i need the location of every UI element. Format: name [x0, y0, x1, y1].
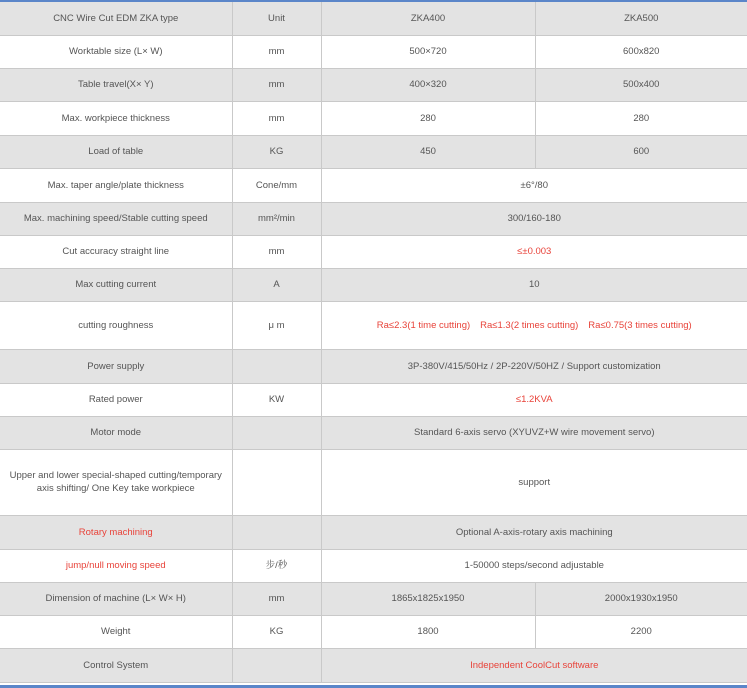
header-model-a: ZKA400: [321, 2, 535, 35]
roughness-3: Ra≤0.75(3 times cutting): [588, 319, 692, 331]
row-value-b: 500x400: [535, 68, 747, 101]
row-label: Max. machining speed/Stable cutting speed: [0, 202, 232, 235]
row-label: Max. taper angle/plate thickness: [0, 168, 232, 202]
row-value: Standard 6-axis servo (XYUVZ+W wire movement servo): [321, 416, 747, 449]
row-unit: mm: [232, 35, 321, 68]
row-value-a: 1800: [321, 615, 535, 648]
row-value: ≤1.2KVA: [321, 383, 747, 416]
row-label: Worktable size (L× W): [0, 35, 232, 68]
row-value: Optional A-axis-rotary axis machining: [321, 515, 747, 549]
row-label: jump/null moving speed: [0, 549, 232, 582]
header-type: CNC Wire Cut EDM ZKA type: [0, 2, 232, 35]
row-value-a: 280: [321, 101, 535, 135]
row-value: support: [321, 449, 747, 515]
row-label: Rated power: [0, 383, 232, 416]
row-unit: μ m: [232, 301, 321, 349]
table-row: [0, 235, 747, 268]
row-value: [321, 301, 747, 349]
row-value-a: 500×720: [321, 35, 535, 68]
table-row: [0, 416, 747, 449]
header-model-b: ZKA500: [535, 2, 747, 35]
table-row: [0, 449, 747, 515]
table-row: [0, 101, 747, 135]
row-value-b: 2000x1930x1950: [535, 582, 747, 615]
table-row: [0, 582, 747, 615]
row-value-a: 1865x1825x1950: [321, 582, 535, 615]
row-unit: 步/秒: [232, 549, 321, 582]
row-unit: mm: [232, 101, 321, 135]
table-row: [0, 515, 747, 549]
row-value-b: 2200: [535, 615, 747, 648]
row-unit: KW: [232, 383, 321, 416]
table-row: [0, 383, 747, 416]
row-value-b: 280: [535, 101, 747, 135]
row-unit: Cone/mm: [232, 168, 321, 202]
row-label: Cut accuracy straight line: [0, 235, 232, 268]
table-row: [0, 202, 747, 235]
row-label: Load of table: [0, 135, 232, 168]
row-label: Max cutting current: [0, 268, 232, 301]
table-row: [0, 135, 747, 168]
row-label: Power supply: [0, 349, 232, 383]
row-value: ±6°/80: [321, 168, 747, 202]
row-value: 3P-380V/415/50Hz / 2P-220V/50HZ / Support customization: [321, 349, 747, 383]
row-label: cutting roughness: [0, 301, 232, 349]
row-unit: A: [232, 268, 321, 301]
row-label: Motor mode: [0, 416, 232, 449]
table-row: [0, 615, 747, 648]
roughness-2: Ra≤1.3(2 times cutting): [480, 319, 579, 331]
row-value: 10: [321, 268, 747, 301]
row-value-b: 600: [535, 135, 747, 168]
spec-table: [0, 2, 747, 683]
row-value: Independent CoolCut software: [321, 648, 747, 682]
row-unit: [232, 515, 321, 549]
header-row: [0, 2, 747, 35]
row-label: Table travel(X× Y): [0, 68, 232, 101]
row-value: 300/160-180: [321, 202, 747, 235]
row-value-a: 450: [321, 135, 535, 168]
table-row: [0, 268, 747, 301]
row-label: Rotary machining: [0, 515, 232, 549]
row-label: Upper and lower special-shaped cutting/temporary axis shifting/ One Key take workpiece: [0, 449, 232, 515]
header-unit: Unit: [232, 2, 321, 35]
row-unit: KG: [232, 615, 321, 648]
row-unit: mm: [232, 235, 321, 268]
table-row: [0, 301, 747, 349]
row-label: Dimension of machine (L× W× H): [0, 582, 232, 615]
table-row: [0, 549, 747, 582]
row-unit: mm: [232, 68, 321, 101]
row-unit: mm²/min: [232, 202, 321, 235]
row-unit: mm: [232, 582, 321, 615]
row-value-b: 600x820: [535, 35, 747, 68]
row-value-a: 400×320: [321, 68, 535, 101]
row-label: Weight: [0, 615, 232, 648]
row-label: Max. workpiece thickness: [0, 101, 232, 135]
table-row: [0, 648, 747, 682]
table-row: [0, 68, 747, 101]
row-label: Control System: [0, 648, 232, 682]
row-unit: [232, 648, 321, 682]
row-unit: KG: [232, 135, 321, 168]
table-row: [0, 35, 747, 68]
roughness-1: Ra≤2.3(1 time cutting): [376, 319, 471, 331]
row-value: 1-50000 steps/second adjustable: [321, 549, 747, 582]
table-row: [0, 349, 747, 383]
table-row: [0, 168, 747, 202]
row-unit: [232, 349, 321, 383]
row-value: ≤±0.003: [321, 235, 747, 268]
row-unit: [232, 416, 321, 449]
row-unit: [232, 449, 321, 515]
